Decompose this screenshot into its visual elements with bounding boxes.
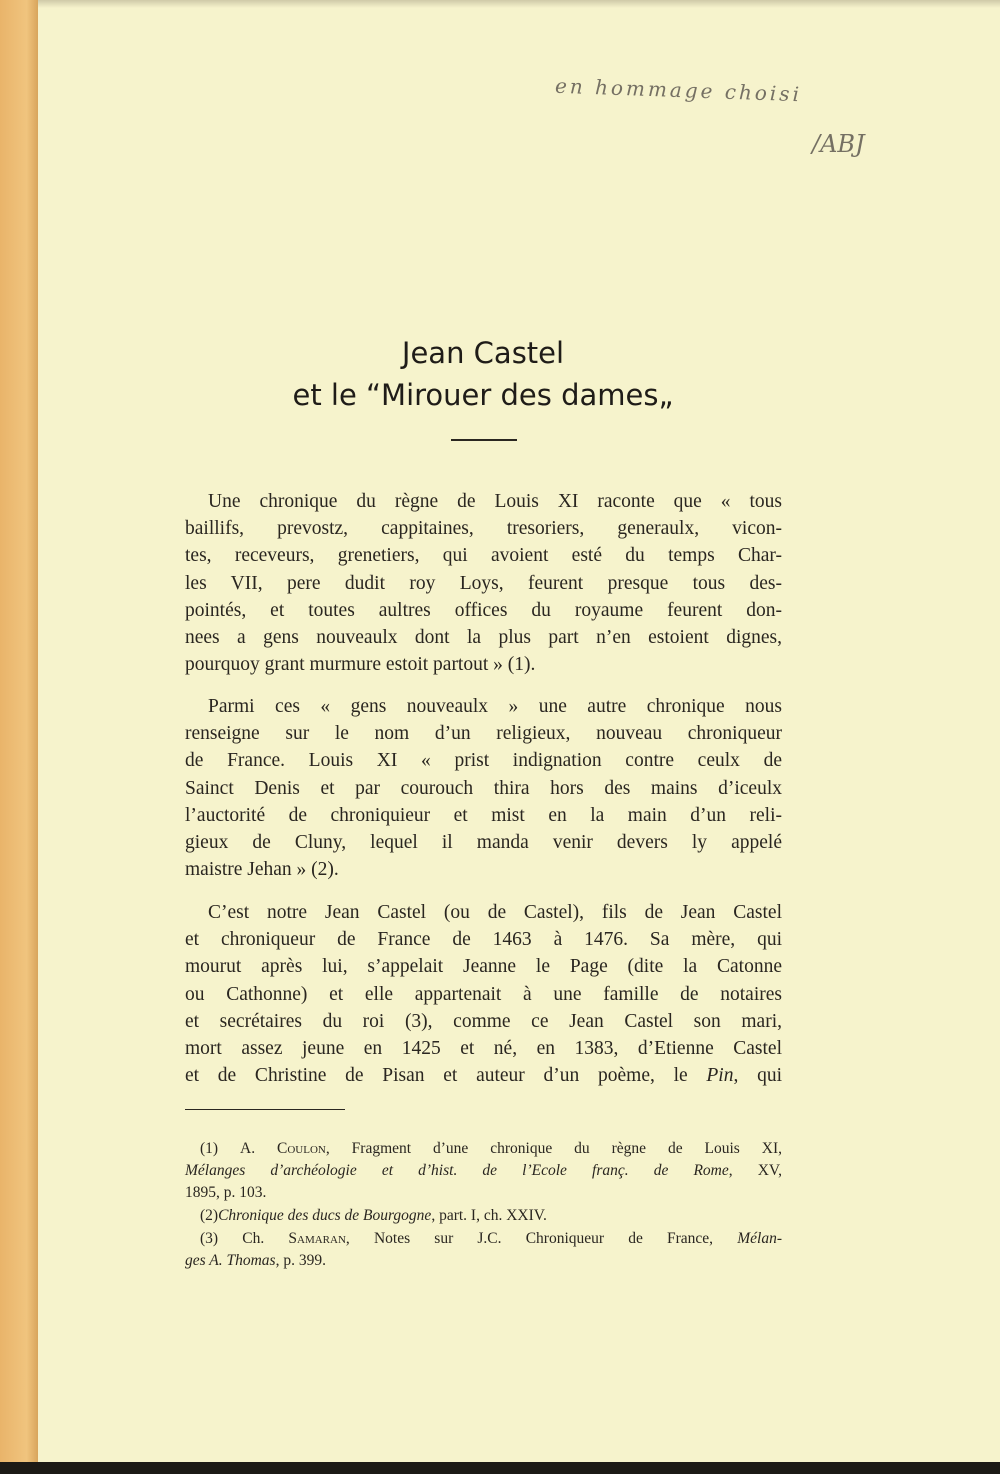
article-subtitle: et le “Mirouer des dames„ xyxy=(292,378,674,412)
footnote-title: Chronique des ducs de Bourgogne xyxy=(218,1207,432,1224)
paragraph-2-line: maistre Jehan » (2). xyxy=(185,859,339,881)
paragraph-1-line: pourquoy grant murmure estoit partout » (1). xyxy=(185,654,536,676)
footnote-number: (1) xyxy=(200,1140,219,1157)
footnote-author: Samaran xyxy=(288,1230,346,1247)
paragraph-1-line: les VII, pere dudit roy Loys, feurent presque tous des- xyxy=(185,572,782,594)
paragraph-1-line: nees a gens nouveaulx dont la plus part n’en estoient dignes, xyxy=(185,627,782,648)
cover-edge xyxy=(0,0,38,1474)
paragraph-3-line: mourut après lui, s’appelait Jeanne le Page (dite la Catonne xyxy=(185,956,782,978)
footnote-text: , p. 399. xyxy=(275,1252,326,1269)
footnote-title: Mélan- xyxy=(737,1230,782,1247)
paragraph-2-line: gieux de Cluny, lequel il manda venir devers ly appelé xyxy=(185,832,782,853)
footnote-3 xyxy=(200,1228,782,1250)
paragraph-2-line: Parmi ces « gens nouveaulx » une autre chronique nous xyxy=(208,696,782,717)
paragraph-2-line: Sainct Denis et par courouch thira hors des mains d’iceulx xyxy=(185,777,782,799)
paragraph-2-line: renseigne sur le nom d’un religieux, nouveau chroniqueur xyxy=(185,723,782,745)
paragraph-1-line: Une chronique du règne de Louis XI raconte que « tous xyxy=(208,491,782,512)
footnote-number: (2) xyxy=(200,1207,219,1224)
paragraph-1-line: pointés, et toutes aultres offices du royaume feurent don- xyxy=(185,599,782,621)
footnote-author: A. Coulon xyxy=(240,1140,326,1157)
handwritten-initials: /ABJ xyxy=(812,130,865,158)
footnote-title: ges A. Thomas xyxy=(185,1252,276,1269)
scan-bottom-edge xyxy=(0,1462,1000,1474)
paragraph-3-line: mort assez jeune en 1425 et né, en 1383, d’Etienne Castel xyxy=(185,1038,782,1059)
paragraph-3-line: ou Cathonne) et elle appartenait à une famille de notaires xyxy=(185,983,782,1005)
footnote-text: , Fragment d’une chronique du règne de Louis XI, xyxy=(325,1140,782,1157)
footnote-1-line2 xyxy=(185,1160,782,1182)
footnote-3-line2 xyxy=(185,1250,782,1272)
page-top-edge xyxy=(38,0,1000,8)
footnote-divider xyxy=(185,1109,345,1110)
paragraph-3-line: et chroniqueur de France de 1463 à 1476. Sa mère, qui xyxy=(185,929,782,951)
footnote-1-line3: 1895, p. 103. xyxy=(185,1184,267,1201)
paragraph-1-line: baillifs, prevostz, cappitaines, tresoriers, generaulx, vicon- xyxy=(185,518,782,540)
footnote-text: , part. I, ch. XXIV. xyxy=(431,1207,547,1224)
paragraph-2-line: l’auctorité de chroniquieur et mist en la main d’un reli- xyxy=(185,804,782,826)
paragraph-3-line: C’est notre Jean Castel (ou de Castel), fils de Jean Castel xyxy=(208,902,782,923)
handwritten-dedication: en hommage choisi xyxy=(554,73,803,107)
paragraph-1-line: tes, receveurs, grenetiers, qui avoient esté du temps Char- xyxy=(185,545,782,567)
footnote-title: Mélanges d’archéologie et d’hist. de l’Ecole franç. de Rome xyxy=(185,1162,729,1179)
title-divider xyxy=(451,439,517,441)
footnote-2 xyxy=(200,1205,782,1227)
paragraph-3-line: et de Christine de Pisan et auteur d’un poème, le Pin, qui xyxy=(185,1065,782,1087)
footnote-text: , Notes sur J.C. Chroniqueur de France, xyxy=(345,1230,738,1247)
paragraph-3-line: et secrétaires du roi (3), comme ce Jean Castel son mari, xyxy=(185,1010,782,1032)
paragraph-2-line: de France. Louis XI « prist indignation contre ceulx de xyxy=(185,750,782,772)
footnote-number: (3) xyxy=(200,1230,219,1247)
footnote-text: , XV, xyxy=(728,1162,782,1179)
article-title: Jean Castel xyxy=(401,336,565,370)
footnote-text: Ch. xyxy=(242,1230,289,1247)
footnote-1 xyxy=(200,1138,782,1160)
